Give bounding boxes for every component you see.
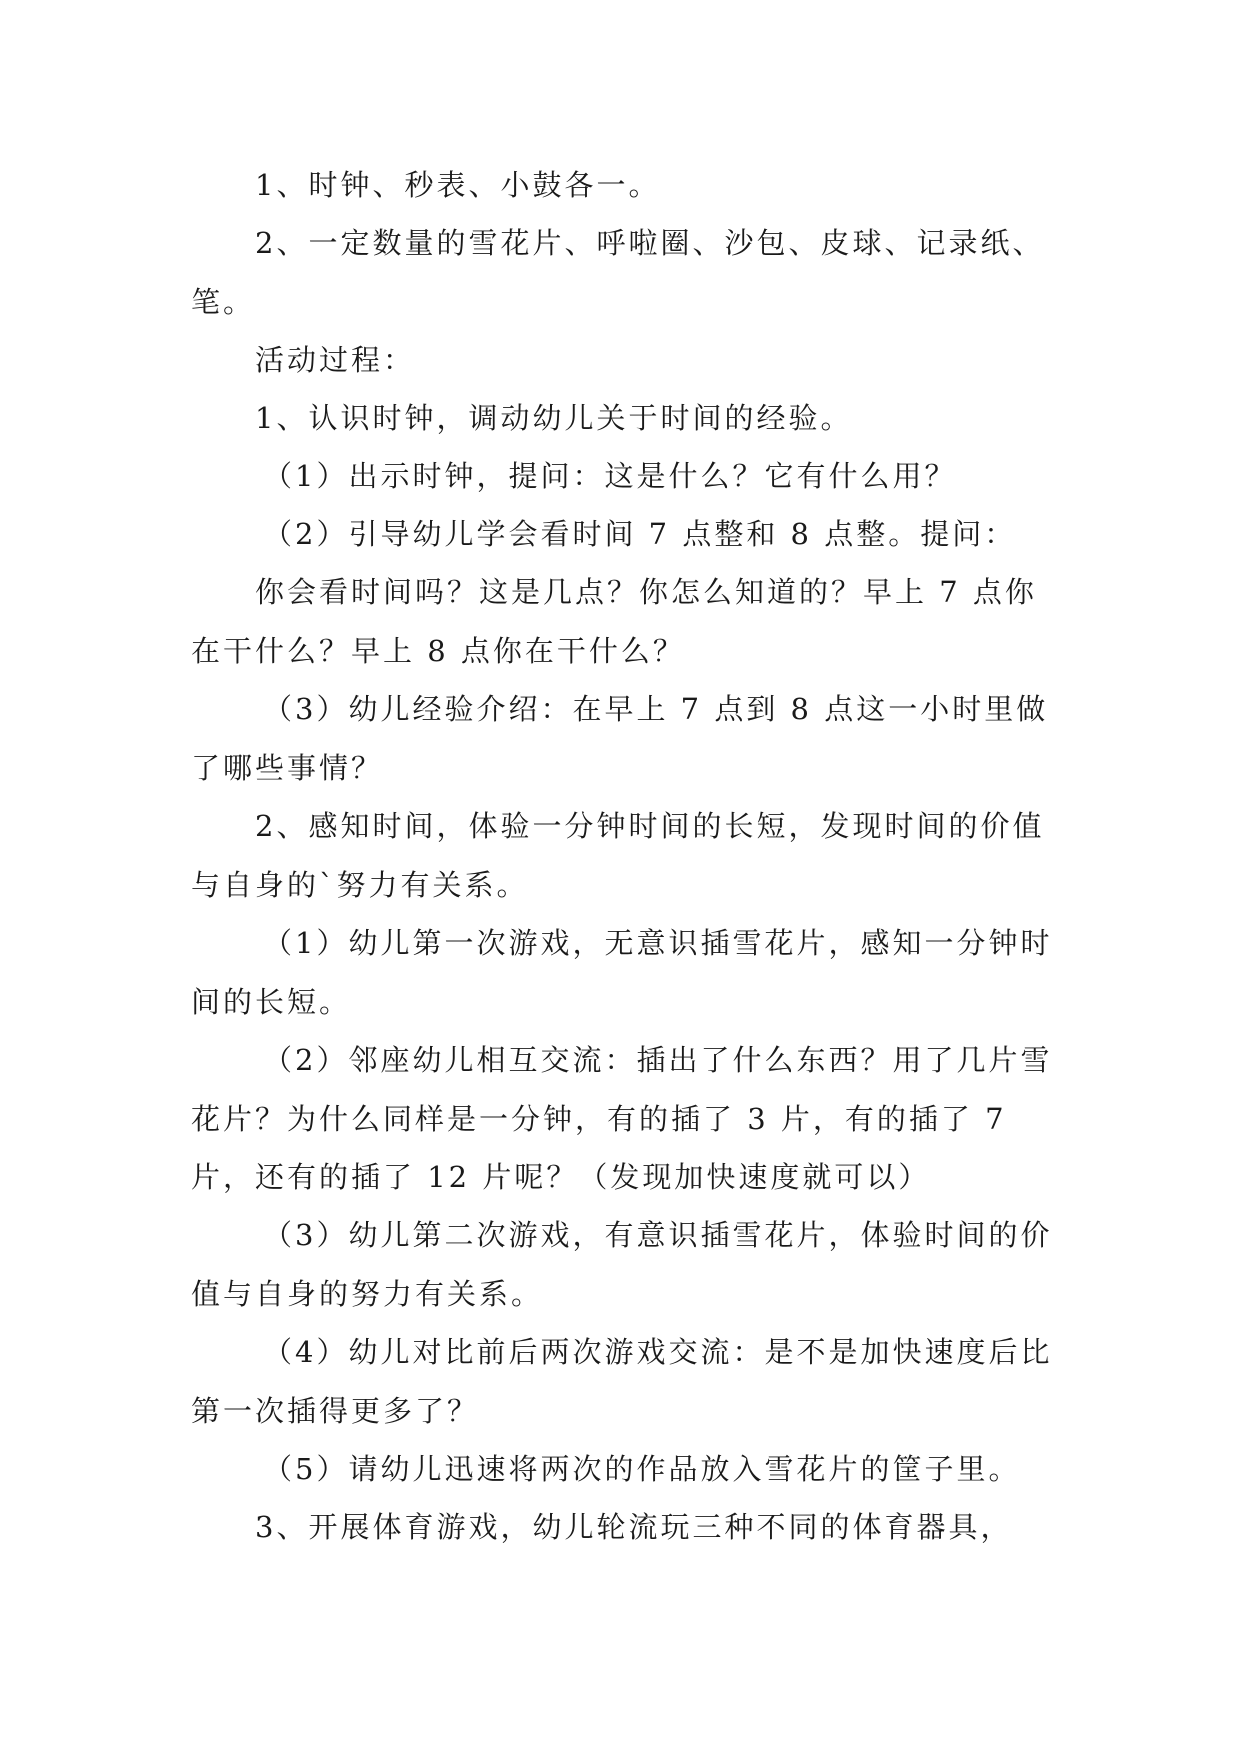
paragraph-materials-2: 2、一定数量的雪花片、呼啦圈、沙包、皮球、记录纸、笔。 [191, 226, 1045, 319]
paragraph-process-heading: 活动过程： [255, 343, 416, 377]
paragraph-step-1-2: （2）引导幼儿学会看时间 7 点整和 8 点整。提问： [263, 517, 1017, 551]
paragraph-materials-1: 1、时钟、秒表、小鼓各一。 [255, 168, 661, 202]
paragraph-step-2-4: （4）幼儿对比前后两次游戏交流：是不是加快速度后比第一次插得更多了？ [191, 1335, 1053, 1428]
paragraph-step-2-3: （3）幼儿第二次游戏，有意识插雪花片，体验时间的价值与自身的努力有关系。 [191, 1218, 1053, 1311]
paragraph-step-1-1: （1）出示时钟，提问：这是什么？它有什么用？ [263, 459, 957, 493]
paragraph-step-2-2: （2）邻座幼儿相互交流：插出了什么东西？用了几片雪花片？为什么同样是一分钟，有的插了 3 片，有的插了 7 片，还有的插了 12 片呢？（发现加快速度就可以） [191, 1043, 1053, 1194]
paragraph-step-1-3: （3）幼儿经验介绍：在早上 7 点到 8 点这一小时里做了哪些事情？ [191, 692, 1049, 785]
paragraph-step-2-1: （1）幼儿第一次游戏，无意识插雪花片，感知一分钟时间的长短。 [191, 926, 1053, 1019]
paragraph-step-2: 2、感知时间，体验一分钟时间的长短，发现时间的价值与自身的`努力有关系。 [191, 809, 1045, 902]
paragraph-step-1-2-questions: 你会看时间吗？这是几点？你怎么知道的？早上 7 点你在干什么？早上 8 点你在干什么？ [191, 575, 1037, 668]
paragraph-step-2-5: （5）请幼儿迅速将两次的作品放入雪花片的筐子里。 [263, 1452, 1021, 1486]
paragraph-step-3: 3、开展体育游戏，幼儿轮流玩三种不同的体育器具， [255, 1510, 1013, 1544]
paragraph-step-1: 1、认识时钟，调动幼儿关于时间的经验。 [255, 401, 853, 435]
